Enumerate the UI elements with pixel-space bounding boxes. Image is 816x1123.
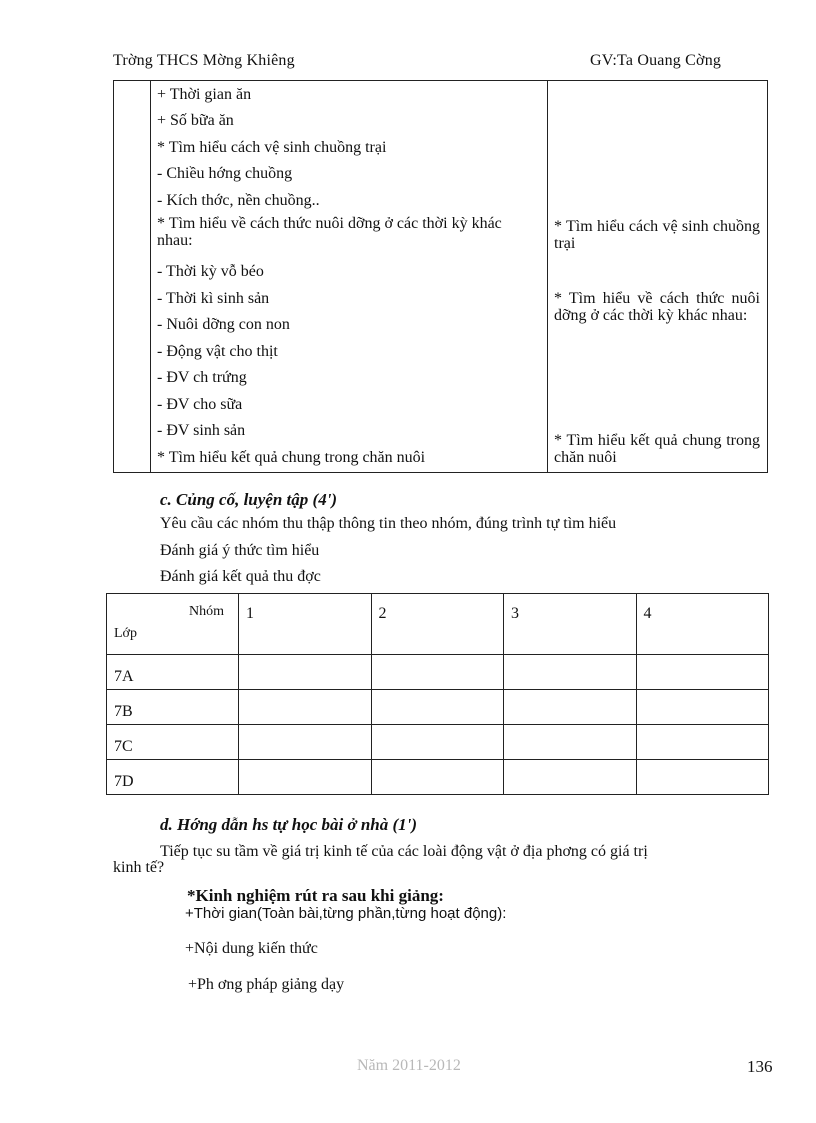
evaluation-table: [106, 593, 769, 795]
activity-line: + Số bữa ăn: [157, 112, 234, 129]
row-label: 7A: [107, 655, 239, 690]
table-cell: [239, 655, 372, 690]
section-d-line: Tiếp tục su tầm về giá trị kinh tế của các loài động vật ở địa phơng có giá trị: [160, 843, 648, 860]
table-header-row: [107, 594, 769, 655]
page-number: 136: [747, 1057, 773, 1076]
activity-summary: * Tìm hiểu cách vệ sinh chuồng trại: [554, 218, 760, 252]
activity-line: - ĐV sinh sản: [157, 422, 246, 439]
row-label: 7C: [107, 725, 239, 760]
table-cell: [504, 690, 637, 725]
table-cell: [504, 725, 637, 760]
table-cell: [636, 690, 769, 725]
table-cell: [636, 725, 769, 760]
table-row: [107, 760, 769, 795]
table-row: [107, 725, 769, 760]
teacher-name: GV:Ta Ouang Cờng: [590, 52, 722, 69]
section-c-line: Yêu cầu các nhóm thu thập thông tin theo nhóm, đúng trình tự tìm hiểu: [160, 515, 617, 532]
school-year: Năm 2011-2012: [357, 1057, 461, 1074]
column-axis-label: Nhóm: [189, 604, 224, 619]
activity-summary: * Tìm hiểu về cách thức nuôi dỡng ở các thời kỳ khác nhau:: [554, 290, 760, 324]
table-cell: [371, 725, 504, 760]
section-c-line: Đánh giá ý thức tìm hiểu: [160, 542, 320, 559]
row-label: 7B: [107, 690, 239, 725]
table-cell: [239, 760, 372, 795]
column-header: 2: [371, 594, 504, 655]
table-cell: [504, 760, 637, 795]
table-cell: [371, 690, 504, 725]
experience-item: +Thời gian(Toàn bài,từng phần,từng hoạt động):: [185, 905, 507, 922]
school-name: Trờng THCS Mờng Khiêng: [113, 52, 295, 69]
activity-line: - Động vật cho thịt: [157, 343, 278, 360]
table-cell: [371, 760, 504, 795]
table-divider: [547, 81, 548, 472]
table-row: [107, 690, 769, 725]
table-cell: [239, 725, 372, 760]
section-c-line: Đánh giá kết quả thu đợc: [160, 568, 321, 585]
table-cell: [636, 655, 769, 690]
row-axis-label: Lớp: [114, 626, 137, 641]
table-cell: [636, 760, 769, 795]
activity-line: - ĐV cho sữa: [157, 396, 243, 413]
experience-title: *Kinh nghiệm rút ra sau khi giảng:: [187, 886, 444, 905]
activity-line: - ĐV ch trứng: [157, 369, 247, 386]
table-cell: [239, 690, 372, 725]
experience-item: +Nội dung kiến thức: [185, 940, 318, 957]
experience-item: +Ph ơng pháp giảng dạy: [188, 976, 345, 993]
activity-table: [113, 80, 768, 473]
table-cell: [371, 655, 504, 690]
column-header: 4: [636, 594, 769, 655]
corner-cell: [107, 594, 239, 655]
table-cell: [504, 655, 637, 690]
activity-line: + Thời gian ăn: [157, 86, 252, 103]
column-header: 3: [504, 594, 637, 655]
activity-line: * Tìm hiểu về cách thức nuôi dỡng ở các thời kỳ khác nhau:: [157, 215, 502, 249]
activity-line: * Tìm hiểu cách vệ sinh chuồng trại: [157, 139, 387, 156]
activity-line: - Thời kì sinh sản: [157, 290, 270, 307]
section-d-line: kinh tế?: [113, 859, 165, 876]
column-header: 1: [239, 594, 372, 655]
activity-line: - Nuôi dỡng con non: [157, 316, 290, 333]
section-d-title: d. Hớng dẫn hs tự học bài ở nhà (1'): [160, 815, 418, 834]
activity-line: - Thời kỳ vỗ béo: [157, 263, 264, 280]
activity-line: * Tìm hiểu kết quả chung trong chăn nuôi: [157, 449, 426, 466]
table-divider: [150, 81, 151, 472]
activity-line: - Chiều hớng chuồng: [157, 165, 293, 182]
table-row: [107, 655, 769, 690]
row-label: 7D: [107, 760, 239, 795]
section-c-title: c. Củng cố, luyện tập (4'): [160, 490, 338, 509]
activity-line: - Kích thớc, nền chuồng..: [157, 192, 320, 209]
activity-summary: * Tìm hiểu kết quả chung trong chăn nuôi: [554, 432, 760, 466]
